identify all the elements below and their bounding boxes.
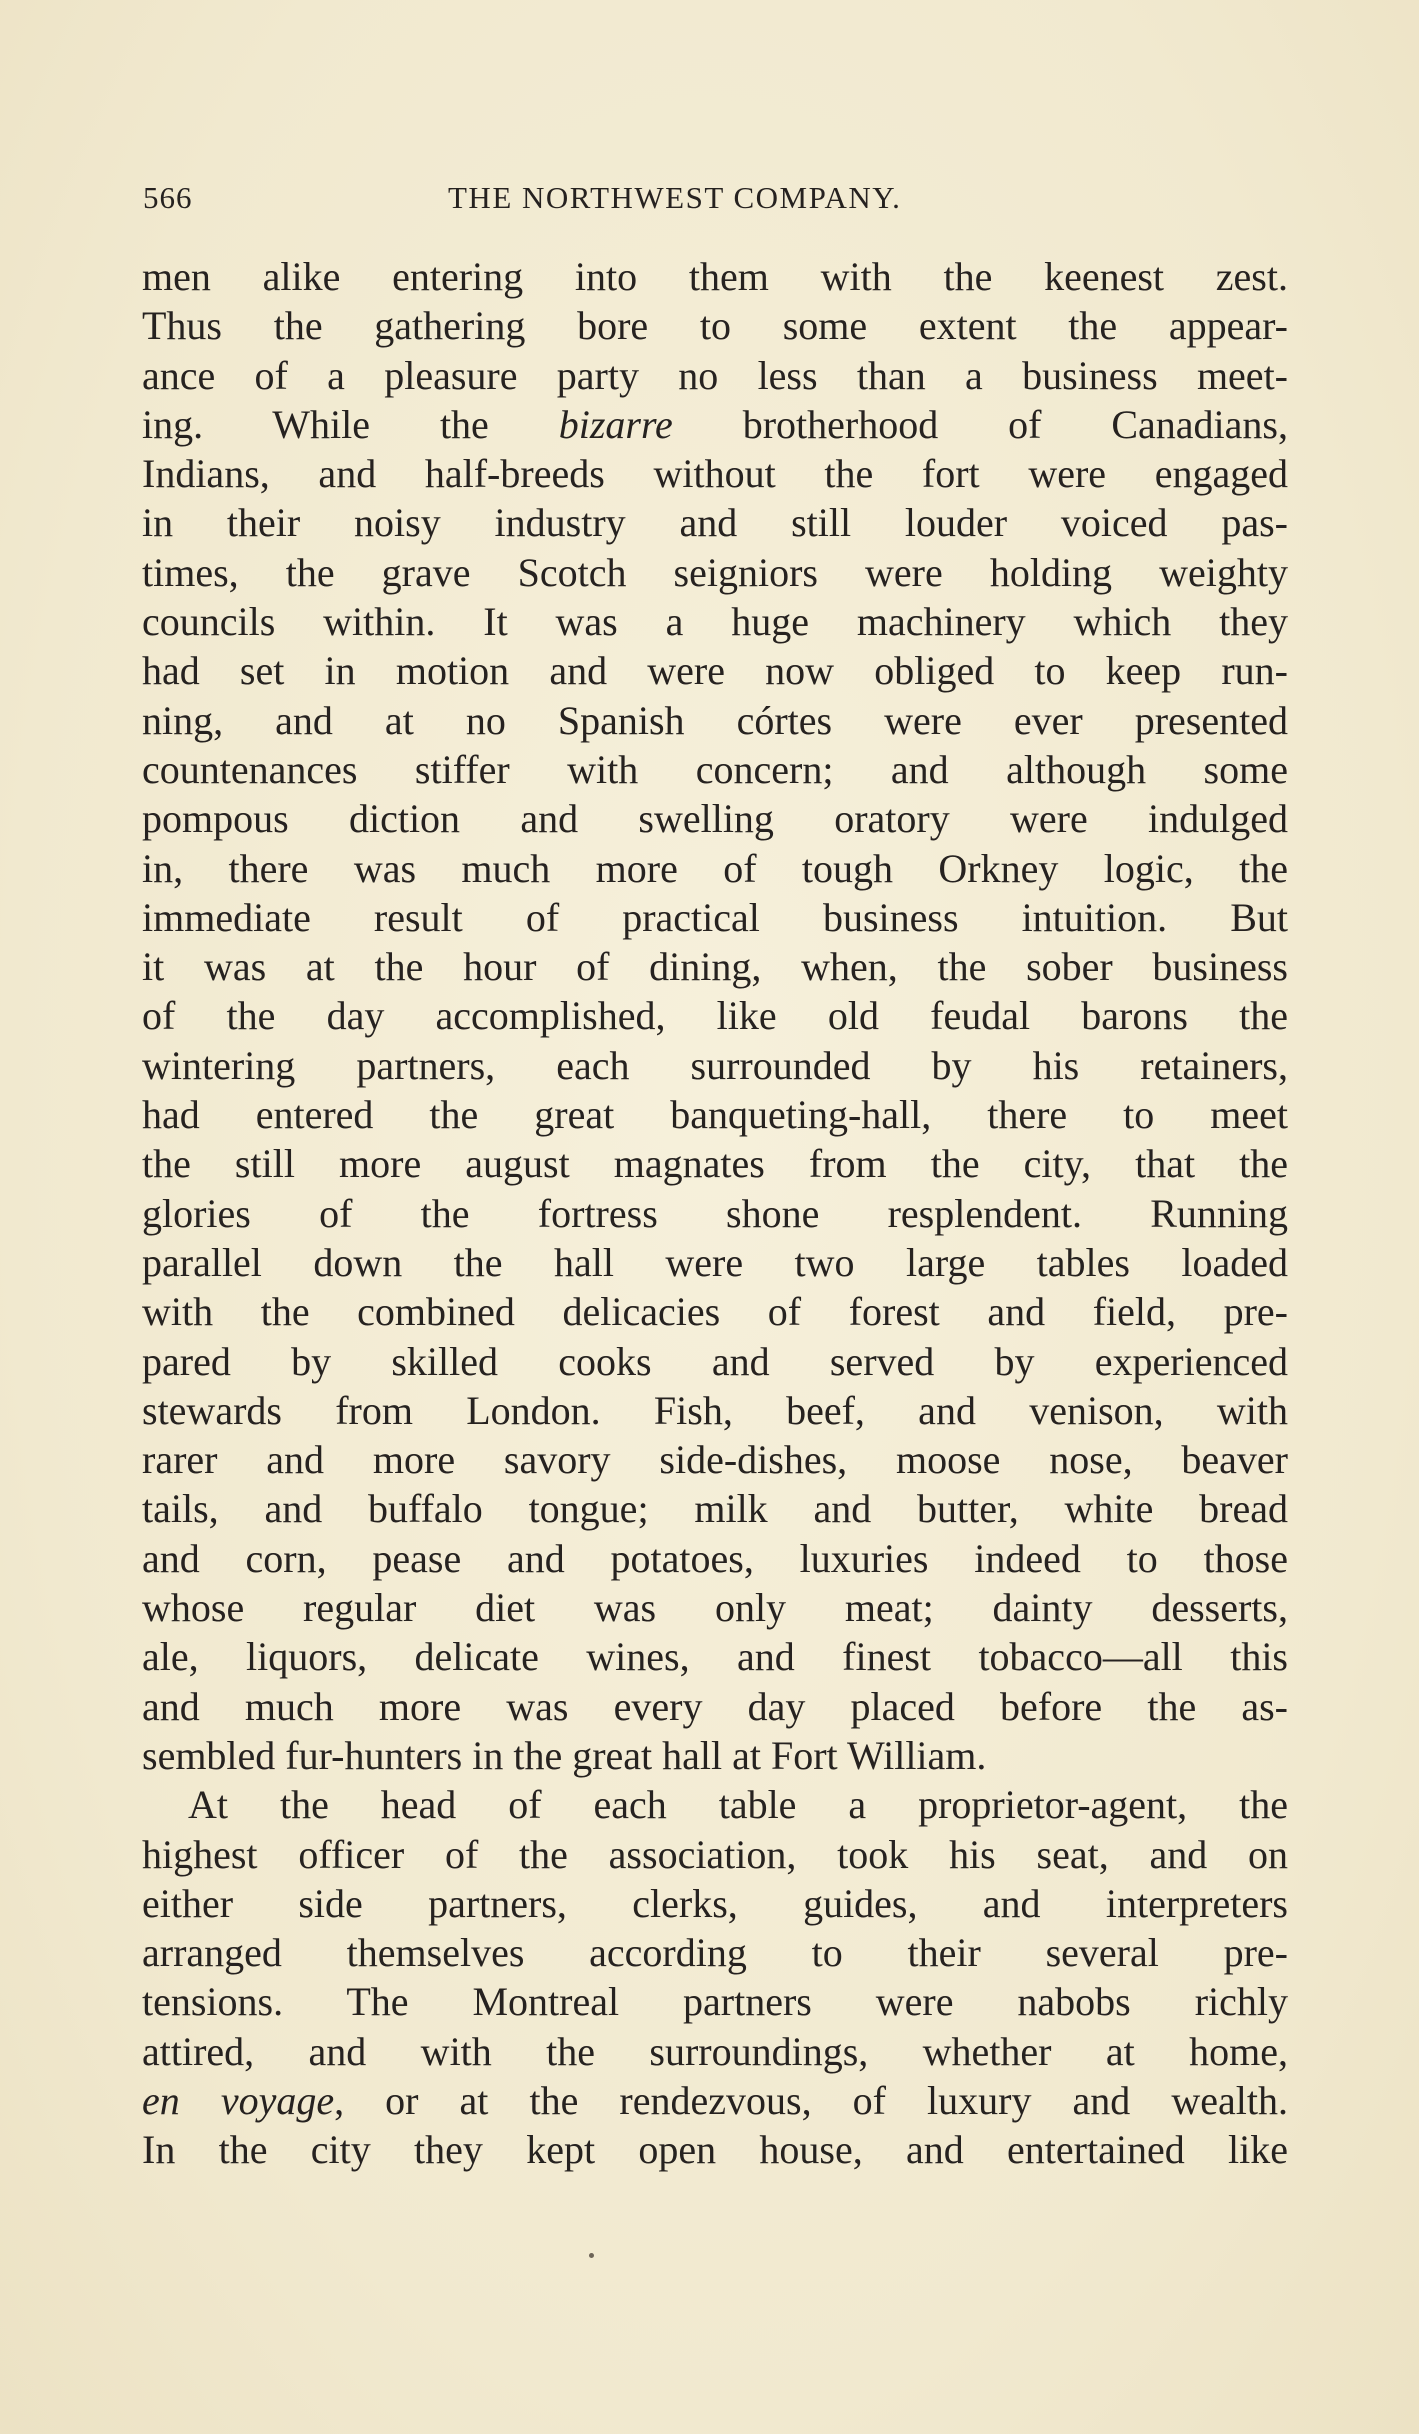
body-text [142, 252, 1288, 2175]
text-line: men alike entering into them with the keenest zest. [142, 254, 1288, 299]
text-line: tensions. The Montreal partners were nabobs richly [142, 1979, 1288, 2025]
text-line: had set in motion and were now obliged to keep run- [142, 648, 1288, 694]
text-line: In the city they kept open house, and entertained like [142, 2127, 1288, 2173]
italic-word: bizarre [558, 401, 673, 447]
text-line: ale, liquors, delicate wines, and finest tobacco—all this [142, 1634, 1288, 1680]
line-text: brotherhood of Canadians, [672, 401, 1288, 447]
text-line: in their noisy industry and still louder voiced pas- [142, 500, 1288, 546]
text-line: of the day accomplished, like old feudal barons the [142, 993, 1288, 1039]
text-line: Thus the gathering bore to some extent the appear- [142, 303, 1288, 349]
text-line: times, the grave Scotch seigniors were holding weighty [142, 549, 1288, 595]
paper-speck [589, 2253, 594, 2258]
text-line: and corn, pease and potatoes, luxuries indeed to those [142, 1535, 1288, 1581]
text-line: parallel down the hall were two large tables loaded [142, 1239, 1288, 1285]
line-text: , or at the rendezvous, of luxury and wealth. [334, 2077, 1288, 2123]
text-line: whose regular diet was only meat; dainty desserts, [142, 1585, 1288, 1631]
text-line: pared by skilled cooks and served by experienced [142, 1338, 1288, 1384]
text-line: Indians, and half-breeds without the fort were engaged [142, 451, 1288, 497]
text-line: with the combined delicacies of forest and field, pre- [142, 1289, 1288, 1335]
text-line [142, 400, 1288, 449]
text-line: tails, and buffalo tongue; milk and butter, white bread [142, 1486, 1288, 1532]
text-line: stewards from London. Fish, beef, and venison, with [142, 1387, 1288, 1433]
italic-phrase: en voyage [142, 2077, 335, 2123]
text-line: either side partners, clerks, guides, and interpreters [142, 1880, 1288, 1926]
text-line: sembled fur-hunters in the great hall at Fort William. [142, 1732, 987, 1778]
text-line: glories of the fortress shone resplendent. Running [142, 1190, 1288, 1236]
text-line: immediate result of practical business intuition. But [142, 894, 1288, 940]
running-head [143, 172, 1283, 220]
text-line [142, 2076, 1288, 2125]
text-line: wintering partners, each surrounded by his retainers, [142, 1042, 1288, 1088]
line-text: ing. While the [142, 401, 559, 447]
text-line: the still more august magnates from the city, that the [142, 1141, 1288, 1187]
text-line: councils within. It was a huge machinery which they [142, 599, 1288, 645]
text-line: and much more was every day placed before the as- [142, 1683, 1288, 1729]
text-line: had entered the great banqueting-hall, there to meet [142, 1092, 1288, 1138]
text-line: it was at the hour of dining, when, the sober business [142, 944, 1288, 990]
page-number: 566 [143, 180, 193, 215]
text-line: rarer and more savory side-dishes, moose nose, beaver [142, 1437, 1288, 1483]
text-line: countenances stiffer with concern; and although some [142, 746, 1288, 792]
text-line: At the head of each table a proprietor-agent, the [188, 1782, 1288, 1828]
text-line: pompous diction and swelling oratory were indulged [142, 796, 1288, 842]
text-line: in, there was much more of tough Orkney logic, the [142, 845, 1288, 891]
text-line: ning, and at no Spanish córtes were ever presented [142, 697, 1288, 743]
text-line: ance of a pleasure party no less than a business meet- [142, 352, 1288, 398]
text-line: attired, and with the surroundings, whether at home, [142, 2028, 1288, 2074]
text-line: highest officer of the association, took his seat, and on [142, 1831, 1288, 1877]
text-line: arranged themselves according to their several pre- [142, 1930, 1288, 1976]
running-title: THE NORTHWEST COMPANY. [448, 180, 902, 215]
